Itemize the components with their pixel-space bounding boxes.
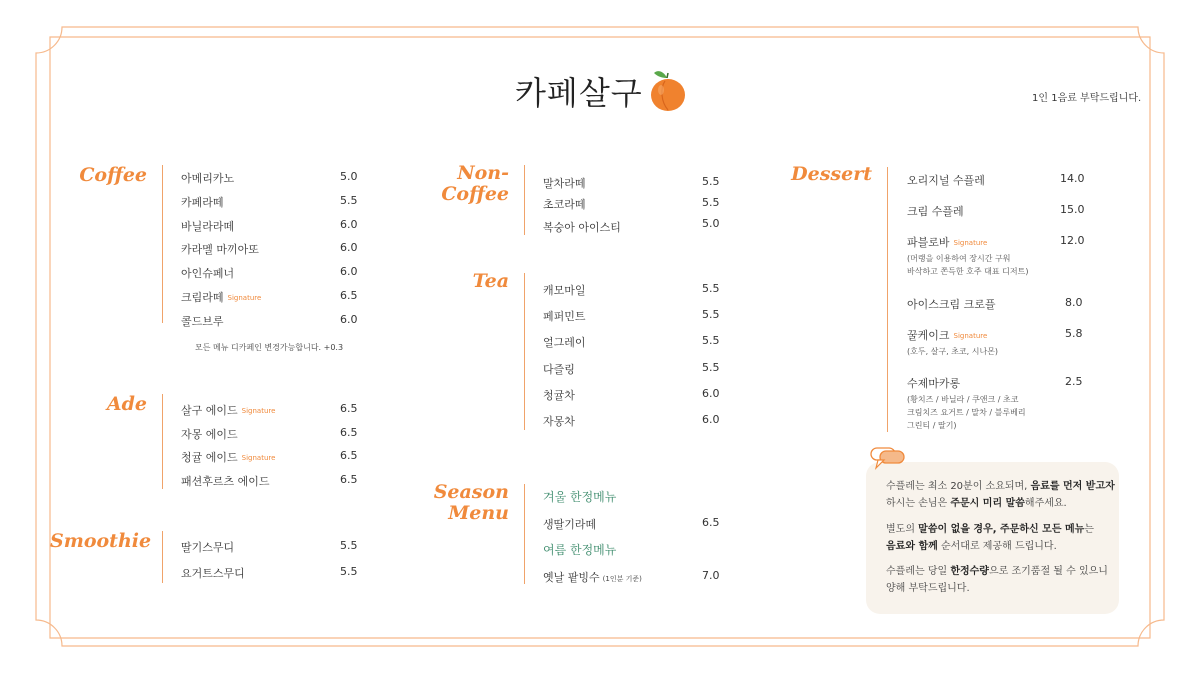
tea-item-name: 캐모마일 bbox=[543, 284, 586, 297]
info-text: 는 bbox=[1084, 524, 1094, 535]
coffee-item-price: 6.0 bbox=[340, 241, 358, 254]
coffee-item-price: 6.5 bbox=[340, 289, 358, 302]
item-label: 청귤 에이드 bbox=[181, 451, 238, 464]
notice-text: 1인 1음료 부탁드립니다. bbox=[1032, 93, 1142, 104]
tea-item-name: 청귤차 bbox=[543, 389, 575, 402]
coffee-divider bbox=[162, 165, 163, 323]
smoothie-item-name: 요거트스무디 bbox=[181, 567, 245, 580]
info-emphasis: 한정수량 bbox=[950, 566, 989, 577]
tea-item-name: 자몽차 bbox=[543, 415, 575, 428]
dessert-item-name bbox=[907, 327, 987, 343]
smoothie-item-name: 딸기스무디 bbox=[181, 541, 235, 554]
info-text: 하시는 손님은 bbox=[886, 498, 951, 509]
tea-item-name: 페퍼민트 bbox=[543, 310, 586, 323]
coffee-item-name bbox=[181, 289, 261, 305]
item-label: 옛날 팥빙수 bbox=[543, 571, 600, 584]
tea-item-price: 5.5 bbox=[702, 308, 720, 321]
brand-name: 카페살구 bbox=[515, 74, 643, 112]
item-description bbox=[907, 393, 1026, 432]
noncoffee-item-name: 복숭아 아이스티 bbox=[543, 221, 621, 234]
item-label: 크림라떼 bbox=[181, 291, 224, 304]
info-text: 수플레는 당일 bbox=[886, 566, 951, 577]
item-description bbox=[907, 345, 998, 358]
info-emphasis: 말씀이 없을 경우, 주문하신 모든 메뉴 bbox=[918, 524, 1085, 535]
item-description bbox=[907, 252, 1028, 278]
description-line: (호두, 살구, 초코, 시나몬) bbox=[907, 347, 999, 356]
ade-title: Ade bbox=[106, 393, 147, 415]
dessert-item-name: 오리지널 수플레 bbox=[907, 174, 985, 187]
coffee-item-name: 아메리카노 bbox=[181, 172, 235, 185]
signature-badge: Signature bbox=[953, 332, 988, 340]
ade-item-price: 6.5 bbox=[340, 473, 358, 486]
tea-item-price: 5.5 bbox=[702, 361, 720, 374]
coffee-item-name: 카페라떼 bbox=[181, 196, 224, 209]
noncoffee-title-line1: Non- bbox=[457, 162, 509, 184]
coffee-item-name: 아인슈페너 bbox=[181, 267, 235, 280]
season-item-name: 생딸기라떼 bbox=[543, 518, 597, 531]
tea-divider bbox=[524, 273, 525, 430]
coffee-title: Coffee bbox=[79, 164, 147, 186]
dessert-item-name: 크림 수플레 bbox=[907, 205, 964, 218]
smoothie-item-price: 5.5 bbox=[340, 539, 358, 552]
decaf-note: 모든 메뉴 디카페인 변경가능합니다. +0.3 bbox=[195, 343, 344, 352]
noncoffee-item-price: 5.5 bbox=[702, 196, 720, 209]
tea-item-name: 다즐링 bbox=[543, 363, 575, 376]
summer-heading: 여름 한정메뉴 bbox=[543, 543, 617, 557]
item-label: 살구 에이드 bbox=[181, 404, 238, 417]
info-text: 수플레는 최소 20분이 소요되며, bbox=[886, 481, 1031, 492]
description-line: (머랭을 이용하여 장시간 구워 bbox=[907, 254, 1011, 263]
noncoffee-item-name: 초코라떼 bbox=[543, 198, 586, 211]
dessert-item-price: 5.8 bbox=[1065, 327, 1083, 340]
description-line: 크림치즈 요거트 / 말차 / 블루베리 bbox=[907, 408, 1026, 417]
dessert-item-name: 수제마카롱 bbox=[907, 377, 961, 390]
noncoffee-item-name: 말차라떼 bbox=[543, 177, 586, 190]
dessert-item-name: 아이스크림 크로플 bbox=[907, 298, 996, 311]
ade-item-name bbox=[181, 449, 275, 465]
description-line: (황치즈 / 바닐라 / 쿠앤크 / 초코 bbox=[907, 395, 1019, 404]
info-paragraph-3 bbox=[886, 563, 1116, 597]
info-text: 으로 조기품절 될 수 있으니 bbox=[988, 566, 1108, 577]
season-item-price: 7.0 bbox=[702, 569, 720, 582]
coffee-item-price: 6.0 bbox=[340, 218, 358, 231]
season-item-price: 6.5 bbox=[702, 516, 720, 529]
tea-item-price: 5.5 bbox=[702, 282, 720, 295]
dessert-item-name bbox=[907, 234, 987, 250]
tea-item-price: 6.0 bbox=[702, 413, 720, 426]
description-line: 그린티 / 딸기) bbox=[907, 421, 957, 430]
season-item-name bbox=[543, 569, 642, 585]
info-text: 별도의 bbox=[886, 524, 919, 535]
tea-item-price: 5.5 bbox=[702, 334, 720, 347]
info-emphasis: 음료와 함께 bbox=[886, 541, 938, 552]
season-title bbox=[420, 482, 509, 524]
noncoffee-item-price: 5.0 bbox=[702, 217, 720, 230]
noncoffee-title bbox=[420, 163, 509, 205]
noncoffee-item-price: 5.5 bbox=[702, 175, 720, 188]
tea-item-name: 얼그레이 bbox=[543, 336, 586, 349]
info-paragraph-1 bbox=[886, 478, 1116, 512]
coffee-item-price: 5.5 bbox=[340, 194, 358, 207]
description-line: 바삭하고 쫀득한 호주 대표 디저트) bbox=[907, 267, 1029, 276]
ade-item-name bbox=[181, 402, 275, 418]
dessert-title: Dessert bbox=[791, 163, 872, 185]
dessert-divider bbox=[887, 167, 888, 432]
item-label: 꿀케이크 bbox=[907, 329, 950, 342]
season-title-line1: Season bbox=[433, 481, 509, 503]
ade-divider bbox=[162, 394, 163, 489]
coffee-item-price: 6.0 bbox=[340, 313, 358, 326]
coffee-item-name: 콜드브루 bbox=[181, 315, 224, 328]
ade-item-name: 자몽 에이드 bbox=[181, 428, 238, 441]
ade-item-price: 6.5 bbox=[340, 426, 358, 439]
signature-badge: Signature bbox=[953, 239, 988, 247]
noncoffee-title-line2: Coffee bbox=[441, 183, 509, 205]
ade-item-price: 6.5 bbox=[340, 402, 358, 415]
coffee-item-price: 6.0 bbox=[340, 265, 358, 278]
serving-note: (1인분 기준) bbox=[602, 575, 642, 583]
speech-bubble-icon bbox=[870, 446, 906, 474]
season-divider bbox=[524, 484, 525, 584]
signature-badge: Signature bbox=[241, 407, 276, 415]
smoothie-item-price: 5.5 bbox=[340, 565, 358, 578]
info-text: 순서대로 제공해 드립니다. bbox=[937, 541, 1057, 552]
info-emphasis: 주문시 미리 말씀 bbox=[950, 498, 1025, 509]
season-title-line2: Menu bbox=[448, 502, 509, 524]
coffee-item-name: 바닐라라떼 bbox=[181, 220, 235, 233]
tea-title: Tea bbox=[472, 270, 509, 292]
dessert-item-price: 2.5 bbox=[1065, 375, 1083, 388]
ade-item-price: 6.5 bbox=[340, 449, 358, 462]
tea-item-price: 6.0 bbox=[702, 387, 720, 400]
coffee-item-name: 카라멜 마끼아또 bbox=[181, 243, 259, 256]
winter-heading: 겨울 한정메뉴 bbox=[543, 490, 617, 504]
signature-badge: Signature bbox=[241, 454, 276, 462]
signature-badge: Signature bbox=[227, 294, 262, 302]
info-paragraph-2 bbox=[886, 521, 1116, 555]
smoothie-title: Smoothie bbox=[50, 530, 152, 552]
info-emphasis: 음료를 먼저 받고자 bbox=[1030, 481, 1115, 492]
brand-logo bbox=[515, 68, 687, 114]
peach-icon bbox=[645, 64, 687, 112]
dessert-item-price: 15.0 bbox=[1060, 203, 1085, 216]
info-text: 양해 부탁드립니다. bbox=[886, 583, 970, 594]
info-text: 해주세요. bbox=[1024, 498, 1067, 509]
dessert-item-price: 14.0 bbox=[1060, 172, 1085, 185]
ade-item-name: 패션후르츠 에이드 bbox=[181, 475, 270, 488]
smoothie-divider bbox=[162, 531, 163, 583]
coffee-item-price: 5.0 bbox=[340, 170, 358, 183]
dessert-item-price: 12.0 bbox=[1060, 234, 1085, 247]
noncoffee-divider bbox=[524, 165, 525, 235]
item-label: 파블로바 bbox=[907, 236, 950, 249]
dessert-item-price: 8.0 bbox=[1065, 296, 1083, 309]
